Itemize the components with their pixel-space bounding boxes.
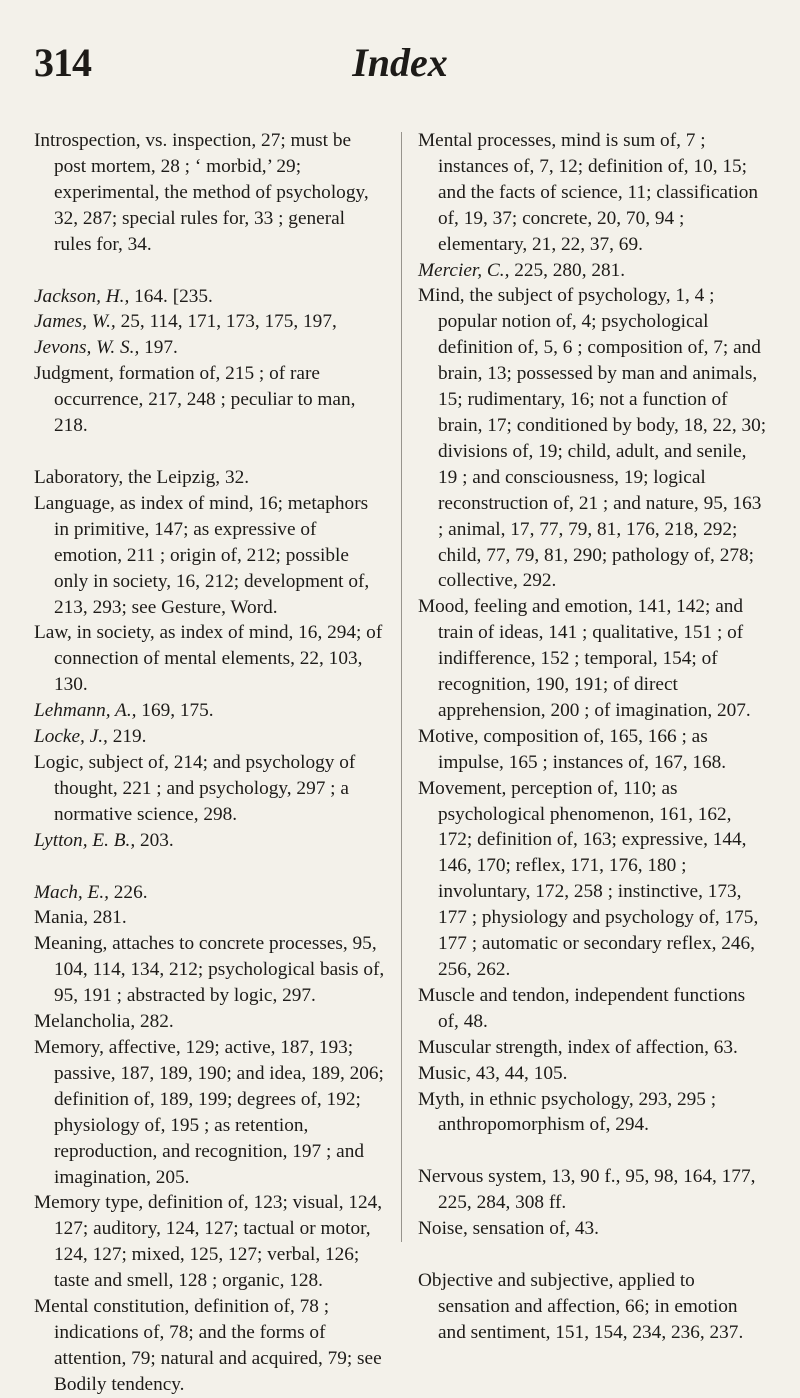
index-entry [418, 128, 770, 258]
index-entry-text: Mania, 281. [34, 907, 127, 929]
index-entry-text: Muscle and tendon, independent functions of, 48. [418, 984, 746, 1032]
index-entry [34, 620, 386, 698]
index-entry-author: James, W., [34, 311, 116, 333]
index-entry-text: 25, 114, 171, 173, 175, 197, [115, 311, 337, 333]
index-entry-text: Law, in society, as index of mind, 16, 294; of connection of mental elements, 22, 103, 130. [34, 622, 383, 696]
index-entry-author: Lehmann, A., [34, 700, 137, 722]
index-entry-author: Jevons, W. S., [34, 337, 140, 359]
index-entry [34, 309, 386, 335]
index-entry-text: Judgment, formation of, 215 ; of rare occurrence, 217, 248 ; peculiar to man, 218. [34, 363, 356, 437]
index-entry [34, 750, 386, 828]
index-entry [418, 283, 770, 594]
index-entry [418, 1087, 770, 1139]
index-entry [418, 724, 770, 776]
index-entry [34, 284, 386, 310]
index-entry [418, 258, 770, 284]
index-entry-text: 203. [135, 829, 174, 851]
index-entry [418, 1035, 770, 1061]
index-entry [418, 1216, 770, 1242]
index-entry-text: Language, as index of mind, 16; metaphors in primitive, 147; as expressive of emotion, 211 ; origin of, 212; possible only in society, 16, 212; development of, 213, 293; see Gesture, Word. [34, 492, 370, 618]
index-entry-text: Logic, subject of, 214; and psychology of thought, 221 ; and psychology, 297 ; a normative science, 298. [34, 751, 356, 825]
index-entry [418, 1061, 770, 1087]
index-entry [34, 905, 386, 931]
index-entry [34, 491, 386, 621]
index-entry-text: 164. [235. [129, 285, 213, 307]
column-divider [401, 132, 402, 1242]
index-entry [34, 465, 386, 491]
index-column-left [34, 128, 386, 1398]
index-entry-text: Movement, perception of, 110; as psychological phenomenon, 161, 162, 172; definition of, 163; expressive, 144, 146, 170; reflex, 171, 176, 180 ; involuntary, 172, 258 ; instinctive, 173, 177 ; physiology and psychology of, 175, 177 ; automatic or secondary reflex, 246, 256, 262. [418, 777, 759, 980]
index-entry-text: Melancholia, 282. [34, 1011, 174, 1033]
index-entry-text: Mind, the subject of psychology, 1, 4 ; popular notion of, 4; psychological definition of, 5, 6 ; composition of, 7; and brain, 13; possessed by man and animals, 15; rudimentary, 16; not a function of brain, 17; conditioned by body, 18, 22, 30; divisions of, 19; child, adult, and senile, 19 ; and consciousness, 19; logical reconstruction of, 21 ; and nature, 95, 163 ; animal, 17, 77, 79, 81, 176, 218, 292; child, 77, 79, 81, 290; pathology of, 278; collective, 292. [418, 285, 767, 592]
index-entry-text: Memory type, definition of, 123; visual, 124, 127; auditory, 124, 127; tactual or motor, 124, 127; mixed, 125, 127; verbal, 126; taste and smell, 128 ; organic, 128. [34, 1192, 383, 1292]
index-entry-text: 225, 280, 281. [509, 259, 626, 281]
page-number: 314 [34, 40, 91, 85]
index-entry [418, 983, 770, 1035]
index-entry-text: 169, 175. [136, 700, 214, 722]
index-entry-text: Memory, affective, 129; active, 187, 193; passive, 187, 189, 190; and idea, 189, 206; definition of, 189, 199; degrees of, 192; physiology of, 195 ; as retention, reproduction, and recognition, 197 ; and imagination, 205. [34, 1037, 384, 1188]
index-entry-text: Noise, sensation of, 43. [418, 1218, 600, 1240]
index-entry-text: Motive, composition of, 165, 166 ; as impulse, 165 ; instances of, 167, 168. [418, 725, 727, 773]
index-entry-text: Muscular strength, index of affection, 63. [418, 1036, 738, 1058]
index-entry-text: 219. [107, 726, 147, 748]
index-entry [34, 361, 386, 439]
index-entry [34, 931, 386, 1009]
index-entry-author: Locke, J., [34, 726, 108, 748]
index-entry-author: Mercier, C., [418, 259, 510, 281]
index-entry [34, 1294, 386, 1398]
index-entry-text: 197. [139, 337, 178, 359]
index-entry [34, 1190, 386, 1294]
index-entry [34, 698, 386, 724]
index-entry-text: Objective and subjective, applied to sensation and affection, 66; in emotion and sentiment, 151, 154, 234, 236, 237. [418, 1270, 744, 1343]
index-entry-text: Mental constitution, definition of, 78 ; indications of, 78; and the forms of attention, 79; natural and acquired, 79; see Bodily tendency. [34, 1296, 382, 1395]
index-entry [34, 128, 386, 258]
index-entry [34, 1035, 386, 1190]
index-entry [34, 828, 386, 854]
index-entry [34, 880, 386, 906]
index-entry-text: Meaning, attaches to concrete processes, 95, 104, 114, 134, 212; psychological basis of, 95, 191 ; abstracted by logic, 297. [34, 933, 385, 1007]
index-entry [34, 335, 386, 361]
index-entry-author: Jackson, H., [34, 285, 130, 307]
index-entry [34, 1009, 386, 1035]
index-entry-text: 226. [108, 881, 148, 903]
index-entry-author: Mach, E., [34, 881, 109, 903]
index-entry [418, 1164, 770, 1216]
index-entry [34, 724, 386, 750]
index-entry-text: Mood, feeling and emotion, 141, 142; and train of ideas, 141 ; qualitative, 151 ; of indifference, 152 ; temporal, 154; of recognition, 190, 191; of direct apprehension, 200 ; of imagination, 207. [418, 596, 751, 721]
index-entry-text: Myth, in ethnic psychology, 293, 295 ; anthropomorphism of, 294. [418, 1088, 717, 1136]
index-entry-text: Mental processes, mind is sum of, 7 ; instances of, 7, 12; definition of, 10, 15; and the facts of science, 11; classification of, 19, 37; concrete, 20, 70, 94 ; elementary, 21, 22, 37, 69. [418, 130, 758, 255]
index-entry-text: Nervous system, 13, 90 f., 95, 98, 164, 177, 225, 284, 308 ff. [418, 1166, 756, 1214]
index-entry-author: Lytton, E. B., [34, 829, 136, 851]
index-entry-text: Music, 43, 44, 105. [418, 1062, 568, 1084]
page-header [0, 38, 800, 88]
index-entry-text: Introspection, vs. inspection, 27; must be post mortem, 28 ; ‘ morbid,’ 29; experimental, the method of psychology, 32, 287; special rules for, 33 ; general rules for, 34. [34, 130, 369, 255]
index-column-right [418, 128, 770, 1346]
index-entry [418, 776, 770, 983]
index-entry [418, 594, 770, 724]
index-entry-text: Laboratory, the Leipzig, 32. [34, 466, 250, 488]
running-title: Index [352, 40, 448, 85]
